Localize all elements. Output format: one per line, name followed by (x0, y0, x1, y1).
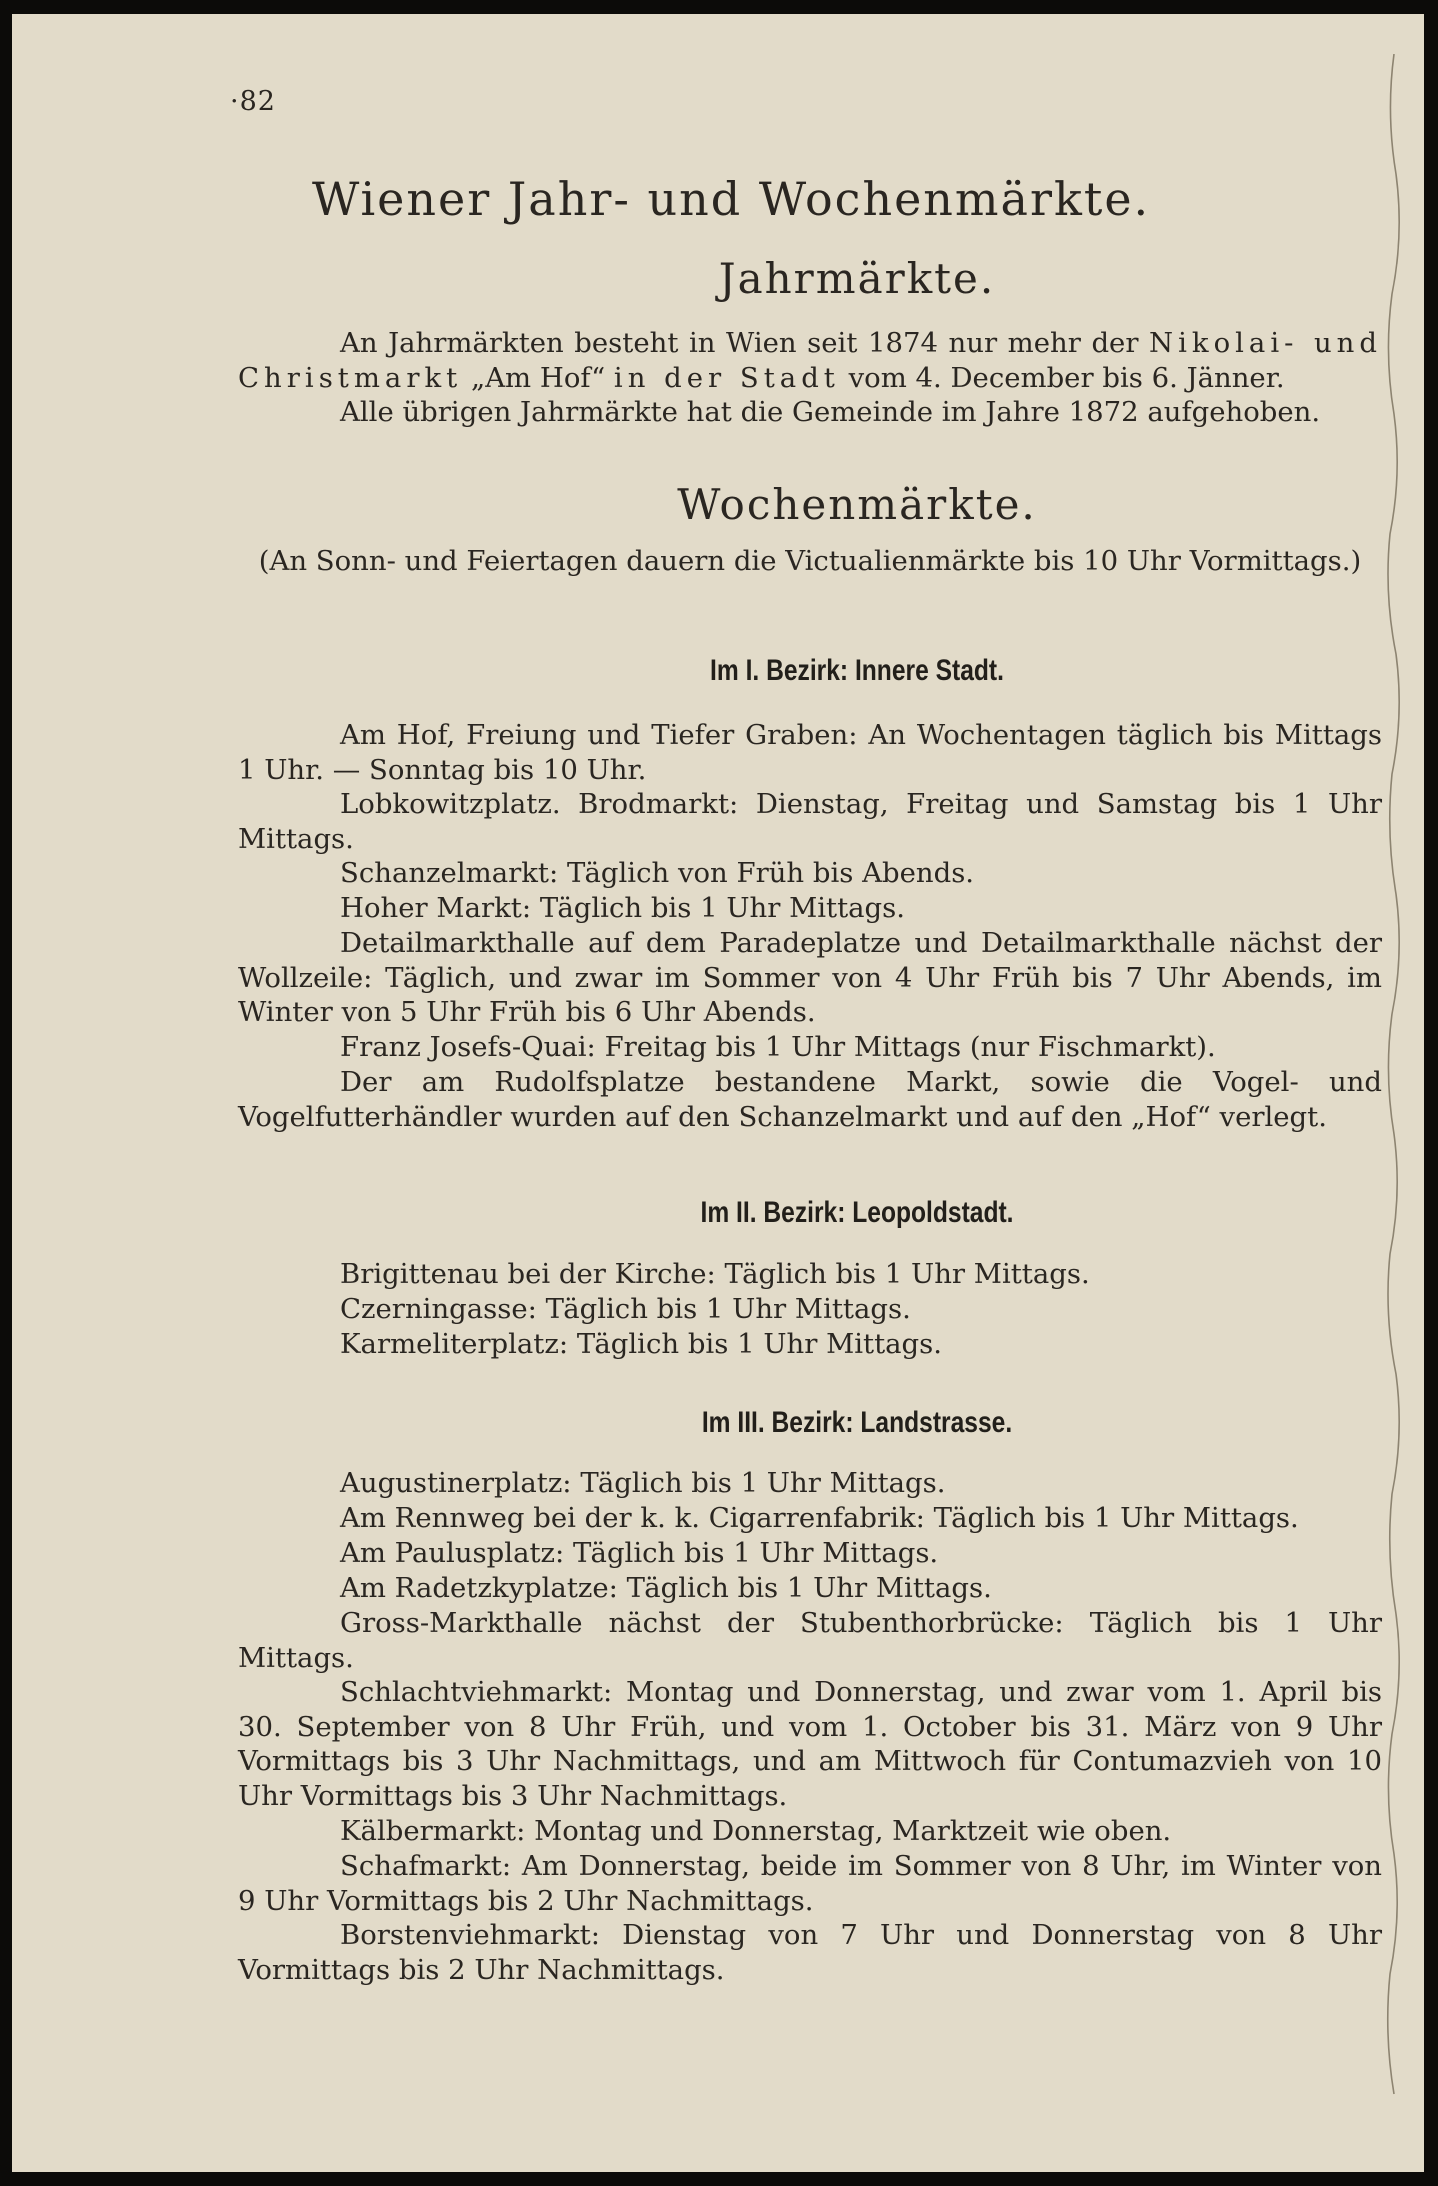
paragraph-bezirk3-1: Augustinerplatz: Täglich bis 1 Uhr Mittags. (340, 1467, 946, 1499)
paragraph-bezirk3-6: Schlachtviehmarkt: Montag und Donnerstag, und zwar vom 1. April bis 30. September von 8 Uhr Früh, und vom 1. October bis 31. März von 9 Uhr Vormittags bis 3 Uhr Nachmittags, und am Mittwoch für Contumazvieh von 10 Uhr Vormittags bis 3 Uhr Nachmittags. (238, 1676, 1382, 1812)
paragraph-bezirk3-9: Borstenviehmarkt: Dienstag von 7 Uhr und Donnerstag von 8 Uhr Vormittags bis 2 Uhr Nachmittags. (238, 1919, 1382, 1986)
text-segment-spaced: in der Stadt (613, 361, 840, 394)
paragraph-bezirk3-4: Am Radetzkyplatze: Täglich bis 1 Uhr Mittags. (340, 1572, 992, 1604)
text-segment: An Jahrmärkten besteht in Wien seit 1874 nur mehr der (340, 327, 1150, 359)
paragraph-bezirk2-2: Czerningasse: Täglich bis 1 Uhr Mittags. (340, 1293, 911, 1325)
heading-bezirk-1: Im I. Bezirk: Innere Stadt. (710, 654, 1004, 687)
heading-jahrmaerkte: Jahrmärkte. (718, 254, 996, 303)
text-segment-spaced: Nikolai- und Christmarkt (238, 327, 1382, 394)
page-title: Wiener Jahr- und Wochenmärkte. (312, 172, 1151, 226)
text-segment: „Am Hof“ (462, 361, 614, 394)
paragraph-bezirk1-1: Am Hof, Freiung und Tiefer Graben: An Wochentagen täglich bis Mittags 1 Uhr. — Sonntag bis 10 Uhr. (238, 719, 1382, 786)
book-page (12, 14, 1424, 2172)
paragraph-bezirk3-7: Kälbermarkt: Montag und Donnerstag, Marktzeit wie oben. (340, 1815, 1172, 1847)
heading-wochenmaerkte: Wochenmärkte. (677, 480, 1037, 529)
paragraph-jahrmaerkte-2: Alle übrigen Jahrmärkte hat die Gemeinde im Jahre 1872 aufgehoben. (340, 396, 1321, 428)
paragraph-jahrmaerkte-1 (238, 326, 1382, 395)
page-content (12, 14, 1424, 2172)
paragraph-bezirk2-1: Brigittenau bei der Kirche: Täglich bis 1 Uhr Mittags. (340, 1258, 1090, 1290)
paragraph-bezirk1-5: Detailmarkthalle auf dem Paradeplatze und Detailmarkthalle nächst der Wollzeile: Täglich, und zwar im Sommer von 4 Uhr Früh bis 7 Uhr Abends, im Winter von 5 Uhr Früh bis 6 Uhr Abends. (238, 927, 1382, 1029)
heading-bezirk-2: Im II. Bezirk: Leopoldstadt. (700, 1196, 1014, 1229)
paragraph-bezirk1-7: Der am Rudolfsplatze bestandene Markt, sowie die Vogel- und Vogelfutterhändler wurden auf den Schanzelmarkt und auf den „Hof“ verlegt. (238, 1066, 1382, 1133)
note-wochenmaerkte: (An Sonn- und Feiertagen dauern die Victualienmärkte bis 10 Uhr Vormittags.) (258, 545, 1362, 577)
paragraph-bezirk3-2: Am Rennweg bei der k. k. Cigarrenfabrik: Täglich bis 1 Uhr Mittags. (340, 1502, 1299, 1534)
paragraph-bezirk1-6: Franz Josefs-Quai: Freitag bis 1 Uhr Mittags (nur Fischmarkt). (340, 1031, 1216, 1063)
paragraph-bezirk3-8: Schafmarkt: Am Donnerstag, beide im Sommer von 8 Uhr, im Winter von 9 Uhr Vormittags bis 2 Uhr Nachmittags. (238, 1850, 1382, 1917)
paragraph-bezirk3-3: Am Paulusplatz: Täglich bis 1 Uhr Mittags. (340, 1537, 939, 1569)
text-segment: vom 4. December bis 6. Jänner. (839, 361, 1285, 394)
paragraph-bezirk2-3: Karmeliterplatz: Täglich bis 1 Uhr Mittags. (340, 1328, 943, 1360)
binding-edge (1382, 54, 1406, 2154)
paragraph-bezirk3-5: Gross-Markthalle nächst der Stubenthorbrücke: Täglich bis 1 Uhr Mittags. (238, 1607, 1382, 1674)
paragraph-bezirk1-4: Hoher Markt: Täglich bis 1 Uhr Mittags. (340, 892, 905, 924)
page-number: ·82 (230, 86, 276, 117)
heading-bezirk-3: Im III. Bezirk: Landstrasse. (701, 1406, 1013, 1439)
paragraph-bezirk1-2: Lobkowitzplatz. Brodmarkt: Dienstag, Freitag und Samstag bis 1 Uhr Mittags. (238, 788, 1382, 855)
paragraph-bezirk1-3: Schanzelmarkt: Täglich von Früh bis Abends. (340, 857, 975, 889)
